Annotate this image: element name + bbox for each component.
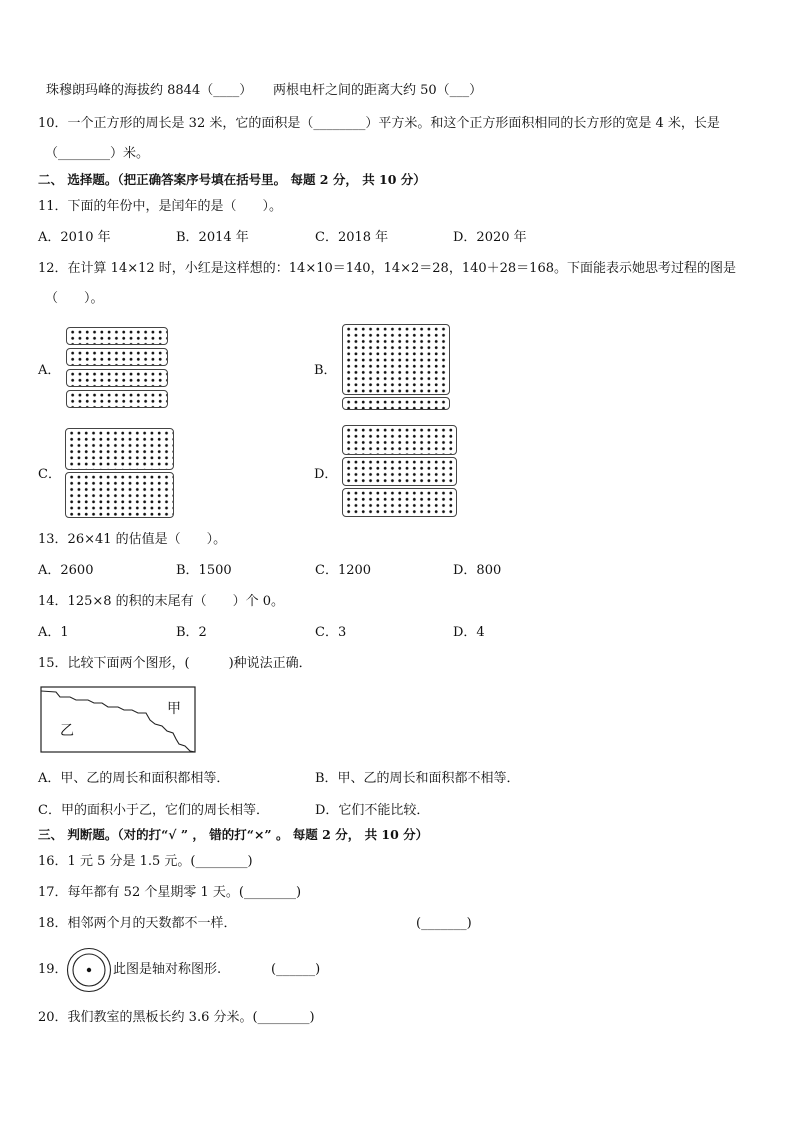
q14-option-b[interactable]: B．2 — [176, 625, 207, 640]
q12-c-block-1 — [65, 428, 174, 470]
q12-option-b-label[interactable]: B． — [314, 363, 337, 378]
q12-d-block-2 — [342, 457, 457, 486]
q12-option-a-label[interactable]: A． — [38, 363, 61, 378]
question-18: 18．相邻两个月的天数都不一样． — [38, 916, 237, 931]
question-20: 20．我们教室的黑板长约 3.6 分米。(________) — [38, 1010, 315, 1025]
q12-option-c-label[interactable]: C． — [38, 467, 61, 482]
q12-b-strip — [342, 397, 450, 410]
q11-option-c[interactable]: C．2018 年 — [315, 230, 389, 245]
question-12-line2: （ ）。 — [45, 291, 104, 306]
question-13: 13．26×41 的估值是（ ）。 — [38, 532, 227, 547]
q14-option-d[interactable]: D．4 — [453, 625, 485, 640]
q12-a-strip-4 — [66, 390, 168, 408]
q12-a-strip-3 — [66, 369, 168, 387]
question-14: 14．125×8 的积的末尾有（ ）个 0。 — [38, 594, 285, 609]
q12-d-block-3 — [342, 488, 457, 517]
q15-option-d[interactable]: D．它们不能比较． — [315, 803, 430, 818]
section-3-title: 三、 判断题。（对的打“√ ” ， 错的打“×” 。 每题 2 分， 共 10 分） — [38, 827, 429, 842]
q12-d-block-1 — [342, 425, 457, 455]
question-19-number: 19． — [38, 962, 68, 977]
section-2-title: 二、 选择题。（把正确答案序号填在括号里。 每题 2 分， 共 10 分） — [38, 172, 426, 187]
q11-option-a[interactable]: A．2010 年 — [38, 230, 111, 245]
q11-option-d[interactable]: D．2020 年 — [453, 230, 527, 245]
concentric-circles-icon — [66, 947, 112, 993]
question-16: 16．1 元 5 分是 1.5 元。(________) — [38, 854, 253, 869]
q18-answer-blank[interactable]: (_______) — [416, 916, 472, 931]
q19-answer-blank[interactable]: (______) — [271, 962, 321, 977]
question-10-line1: 10．一个正方形的周长是 32 米，它的面积是（________）平方米。和这个正方形面积相同的长方形的宽是 4 米，长是 — [38, 116, 720, 131]
q15-option-c[interactable]: C．甲的面积小于乙，它们的周长相等． — [38, 803, 269, 818]
q12-c-block-2 — [65, 472, 174, 518]
q14-option-a[interactable]: A．1 — [38, 625, 69, 640]
fill-in-pole-distance: 两根电杆之间的距离大约 50（___） — [273, 83, 483, 98]
question-11: 11．下面的年份中，是闰年的是（ ）。 — [38, 199, 283, 214]
question-15: 15．比较下面两个图形，( )种说法正确． — [38, 656, 312, 671]
q13-option-b[interactable]: B．1500 — [176, 563, 232, 578]
q11-option-b[interactable]: B．2014 年 — [176, 230, 249, 245]
q14-option-c[interactable]: C．3 — [315, 625, 347, 640]
question-10-line2: （________）米。 — [45, 146, 150, 161]
question-19-text: 此图是轴对称图形. — [113, 962, 222, 977]
q15-label-yi: 乙 — [60, 723, 74, 739]
q13-option-a[interactable]: A．2600 — [38, 563, 94, 578]
q15-option-a[interactable]: A．甲、乙的周长和面积都相等． — [38, 771, 230, 786]
q12-b-block — [342, 324, 450, 395]
fill-in-everest: 珠穆朗玛峰的海拔约 8844（____） — [46, 83, 253, 98]
q15-label-jia: 甲 — [167, 701, 181, 717]
q12-a-strip-1 — [66, 327, 168, 345]
question-17: 17．每年都有 52 个星期零 1 天。(________) — [38, 885, 302, 900]
q13-option-c[interactable]: C．1200 — [315, 563, 372, 578]
q12-a-strip-2 — [66, 348, 168, 366]
q12-option-d-label[interactable]: D． — [314, 467, 338, 482]
q13-option-d[interactable]: D．800 — [453, 563, 502, 578]
q15-option-b[interactable]: B．甲、乙的周长和面积都不相等． — [315, 771, 520, 786]
question-12-line1: 12．在计算 14×12 时，小红是这样想的：14×10＝140，14×2＝28，140＋28＝168。下面能表示她思考过程的图是 — [38, 261, 736, 276]
